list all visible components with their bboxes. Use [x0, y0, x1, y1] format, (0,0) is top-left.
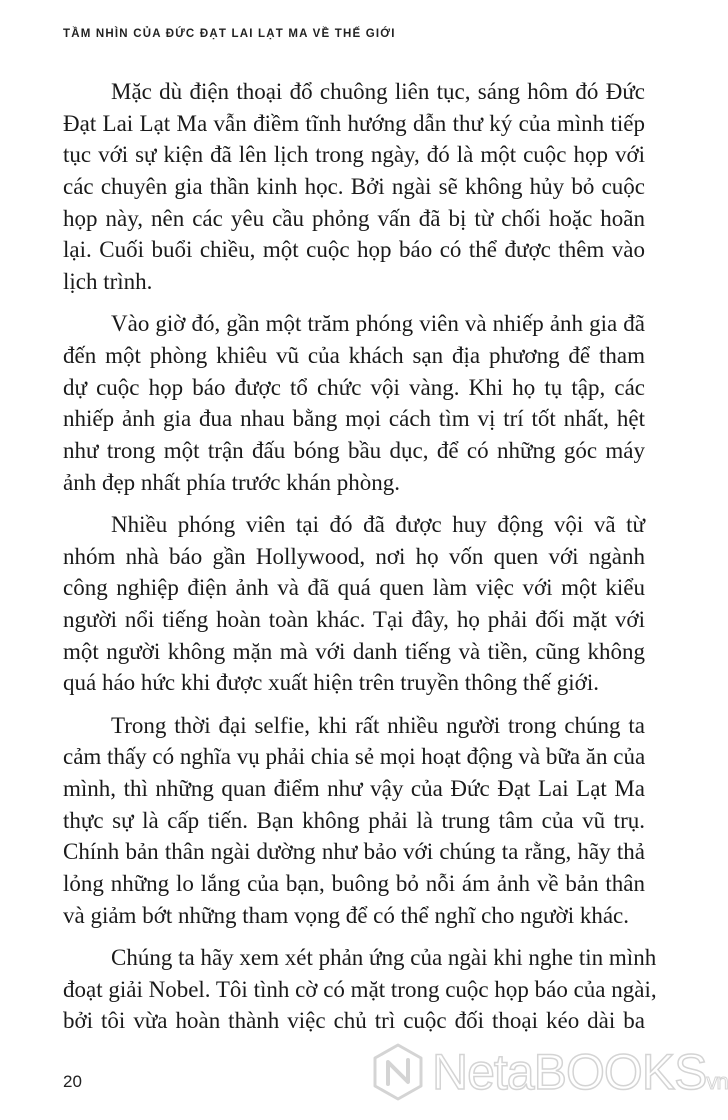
text-line: bởi tôi vừa hoàn thành việc chủ trì cuộc đối thoại kéo dài ba: [63, 1008, 645, 1034]
text-line: họp này, nên các yêu cầu phỏng vấn đã bị từ chối hoặc hoãn: [63, 205, 645, 231]
watermark: [372, 1042, 728, 1102]
text-line: nhóm nhà báo gần Hollywood, nơi họ vốn quen với ngành: [63, 543, 645, 569]
paragraph: [63, 710, 645, 932]
text-line: cảm thấy có nghĩa vụ phải chia sẻ mọi hoạt động và bữa ăn của: [63, 744, 646, 770]
text-line: Nhiều phóng viên tại đó đã được huy động vội vã từ: [111, 511, 645, 537]
text-line: lịch trình.: [63, 269, 153, 295]
text-line: Đạt Lai Lạt Ma vẫn điềm tĩnh hướng dẫn thư ký của mình tiếp: [63, 110, 645, 136]
paragraph: [63, 942, 657, 1037]
text-line: đến một phòng khiêu vũ của khách sạn địa phương để tham: [63, 343, 645, 368]
page-number: 20: [63, 1072, 82, 1091]
text-line: Chúng ta hãy xem xét phản ứng của ngài khi nghe tin mình: [111, 944, 657, 970]
text-line: dự cuộc họp báo được tổ chức vội vàng. Khi họ tụ tập, các: [63, 374, 645, 400]
text-line: nhiếp ảnh gia đua nhau bằng mọi cách tìm vị trí tốt nhất, hệt: [63, 406, 645, 432]
paragraph: [63, 308, 645, 498]
text-line: đoạt giải Nobel. Tôi tình cờ có mặt trong cuộc họp báo của ngài,: [63, 976, 657, 1002]
text-line: các chuyên gia thần kinh học. Bởi ngài sẽ không hủy bỏ cuộc: [63, 174, 645, 200]
text-line: lại. Cuối buổi chiều, một cuộc họp báo có thể được thêm vào: [63, 237, 645, 263]
text-line: như trong một trận đấu bóng bầu dục, để có những góc máy: [63, 438, 645, 464]
page-body: [63, 76, 657, 1047]
text-line: lỏng những lo lắng của bạn, buông bỏ nỗi ám ảnh về bản thân: [63, 871, 645, 896]
text-line: quá háo hức khi được xuất hiện trên truyền thông thế giới.: [63, 670, 599, 696]
running-header: TẦM NHÌN CỦA ĐỨC ĐẠT LAI LẠT MA VỀ THẾ GIỚI: [63, 28, 396, 40]
text-line: Mặc dù điện thoại đổ chuông liên tục, sáng hôm đó Đức: [111, 79, 645, 104]
text-line: ảnh đẹp nhất phía trước khán phòng.: [63, 469, 400, 495]
text-line: người nổi tiếng hoàn toàn khác. Tại đây, họ phải đối mặt với: [63, 607, 645, 632]
paragraph: [63, 509, 645, 699]
text-line: công nghiệp điện ảnh và đã quá quen làm việc với một kiểu: [63, 575, 645, 601]
text-line: Vào giờ đó, gần một trăm phóng viên và nhiếp ảnh gia đã: [111, 311, 645, 337]
text-line: Trong thời đại selfie, khi rất nhiều người trong chúng ta: [111, 712, 645, 738]
paragraph: [63, 76, 645, 298]
text-line: và giảm bớt những tham vọng để có thể nghĩ cho người khác.: [63, 902, 630, 928]
netabooks-logo-icon: [372, 1042, 424, 1102]
watermark-text: NetaBOOKSvn: [432, 1044, 728, 1100]
text-line: mình, thì những quan điểm như vậy của Đức Đạt Lai Lạt Ma: [63, 775, 645, 801]
text-line: thực sự là cấp tiến. Bạn không phải là trung tâm của vũ trụ.: [63, 807, 645, 833]
text-line: một người không mặn mà với danh tiếng và tiền, cũng không: [63, 638, 645, 664]
text-line: Chính bản thân ngài dường như bảo với chúng ta rằng, hãy thả: [63, 839, 645, 865]
text-line: tục với sự kiện đã lên lịch trong ngày, đó là một cuộc họp với: [63, 142, 645, 168]
